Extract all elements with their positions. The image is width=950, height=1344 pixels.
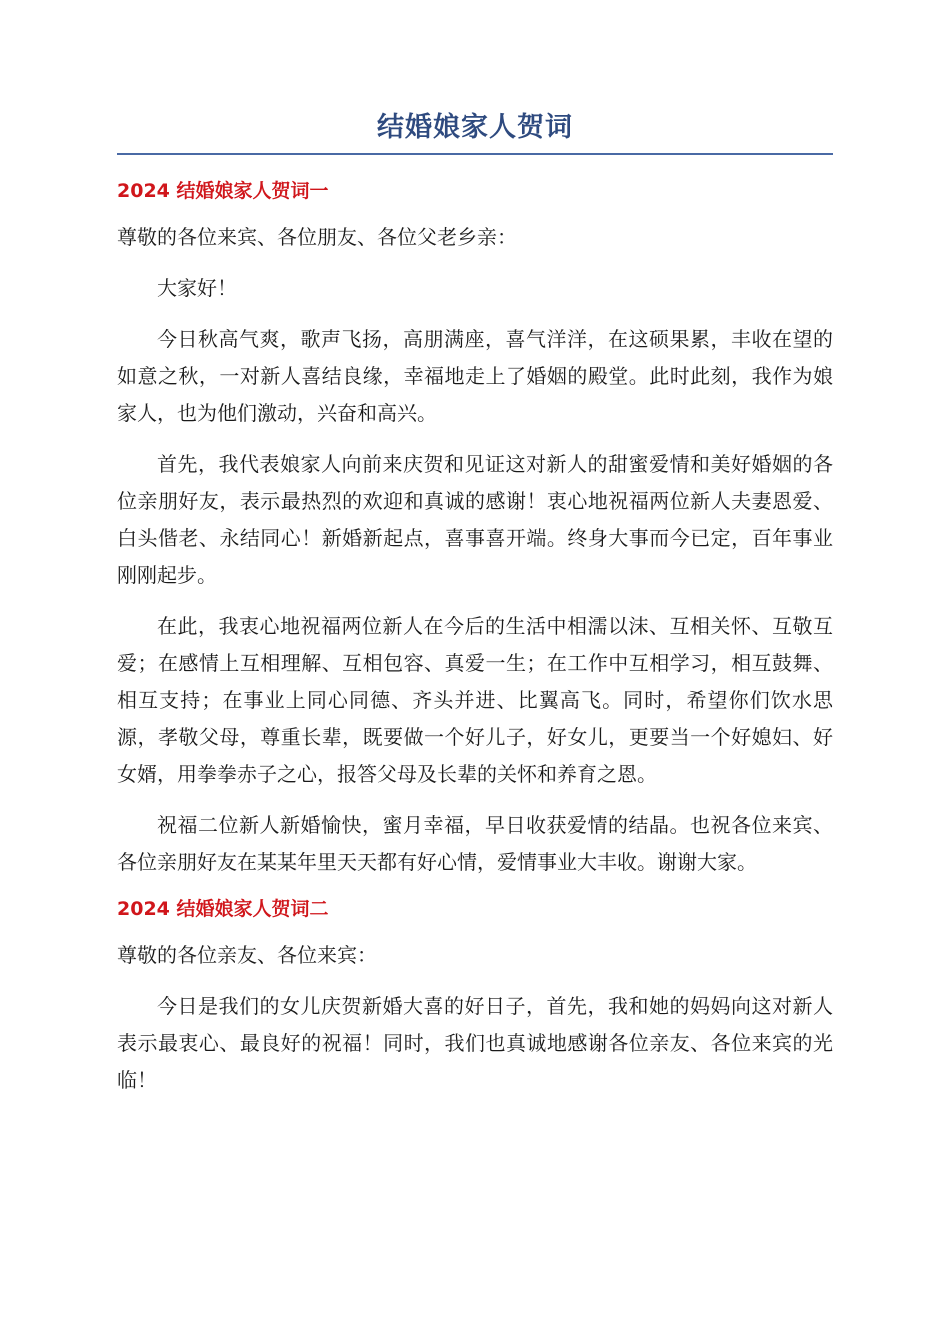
section-heading-1: 2024 结婚娘家人贺词一 [117,180,329,202]
paragraph: 今日是我们的女儿庆贺新婚大喜的好日子，首先，我和她的妈妈向这对新人表示最衷心、最良好的祝福！同时，我们也真诚地感谢各位亲友、各位来宾的光临！ [117,994,833,1092]
speech-two [117,895,833,1099]
paragraph: 祝福二位新人新婚愉快，蜜月幸福，早日收获爱情的结晶。也祝各位来宾、各位亲朋好友在某某年里天天都有好心情，爱情事业大丰收。谢谢大家。 [117,813,833,874]
paragraph: 首先，我代表娘家人向前来庆贺和见证这对新人的甜蜜爱情和美好婚姻的各位亲朋好友，表示最热烈的欢迎和真诚的感谢！衷心地祝福两位新人夫妻恩爱、白头偕老、永结同心！新婚新起点，喜事喜开端。终身大事而今已定，百年事业刚刚起步。 [117,452,833,587]
greeting-1: 大家好！ [157,276,237,300]
document-page [117,108,833,1113]
paragraph: 在此，我衷心地祝福两位新人在今后的生活中相濡以沫、互相关怀、互敬互爱；在感情上互相理解、互相包容、真爱一生；在工作中互相学习，相互鼓舞、相互支持；在事业上同心同德、齐头并进、比翼高飞。同时，希望你们饮水思源，孝敬父母，尊重长辈，既要做一个好儿子，好女儿，更要当一个好媳妇、好女婿，用拳拳赤子之心，报答父母及长辈的关怀和养育之恩。 [117,614,833,786]
document-title: 结婚娘家人贺词 [377,112,573,143]
title-underline [117,153,833,155]
paragraph: 今日秋高气爽，歌声飞扬，高朋满座，喜气洋洋，在这硕果累，丰收在望的如意之秋，一对新人喜结良缘，幸福地走上了婚姻的殿堂。此时此刻，我作为娘家人，也为他们激动，兴奋和高兴。 [117,327,833,425]
salutation-1: 尊敬的各位来宾、各位朋友、各位父老乡亲： [117,225,517,249]
salutation-2: 尊敬的各位亲友、各位来宾： [117,943,377,967]
section-heading-2: 2024 结婚娘家人贺词二 [117,898,329,920]
speech-one [117,177,833,881]
